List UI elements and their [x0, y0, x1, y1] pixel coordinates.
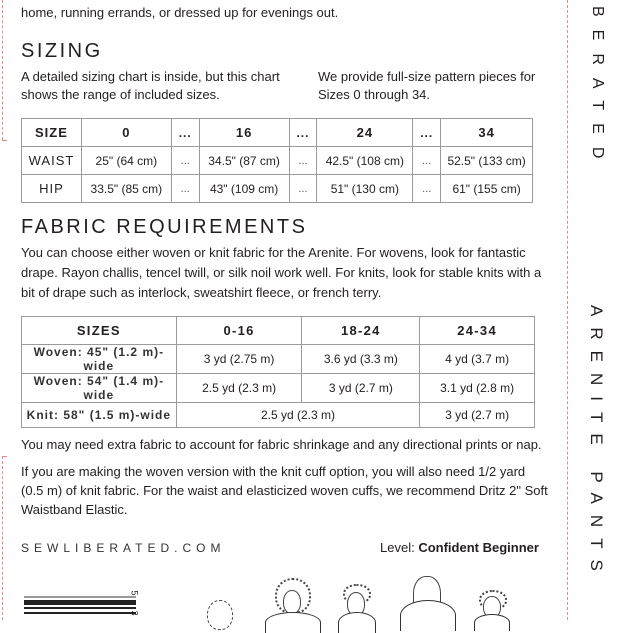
row-label: WAIST: [22, 147, 82, 175]
table-cell: 25" (64 cm): [81, 147, 171, 175]
header-cell: ...: [171, 119, 199, 147]
table-cell: 51" (130 cm): [317, 175, 413, 203]
skill-level: [380, 540, 539, 555]
table-cell: ...: [171, 147, 199, 175]
table-cell: ...: [171, 175, 199, 203]
table-cell: 3 yd (2.7 m): [302, 374, 420, 403]
website-link[interactable]: SEWLIBERATED.COM: [21, 541, 226, 555]
row-label: HIP: [22, 175, 82, 203]
header-cell: SIZE: [22, 119, 82, 147]
table-cell: 3 yd (2.75 m): [176, 345, 302, 374]
table-cell: ...: [413, 147, 441, 175]
row-label: Woven: 45" (1.2 m)-wide: [22, 345, 177, 374]
sizing-range-note: We provide full-size pattern pieces for Sizes 0 through 34.: [318, 69, 536, 102]
fabric-heading: FABRIC REQUIREMENTS: [21, 216, 308, 238]
table-cell: ...: [413, 175, 441, 203]
table-row: [22, 374, 535, 403]
table-cell: ...: [289, 147, 317, 175]
table-cell: 4 yd (3.7 m): [420, 345, 535, 374]
ruler-label: 3: [129, 610, 140, 616]
cut-line-right: [567, 0, 568, 620]
header-cell: 34: [441, 119, 533, 147]
level-value: Confident Beginner: [418, 540, 539, 555]
ruler-label: 5: [129, 590, 140, 596]
table-cell: 3.6 yd (3.3 m): [302, 345, 420, 374]
header-cell: 16: [199, 119, 289, 147]
header-cell: SIZES: [22, 317, 177, 345]
header-cell: 18-24: [302, 317, 420, 345]
table-cell: 61" (155 cm): [441, 175, 533, 203]
table-cell: ...: [289, 175, 317, 203]
row-label: Woven: 54" (1.4 m)-wide: [22, 374, 177, 403]
table-row: [22, 403, 535, 428]
table-cell: 3 yd (2.7 m): [420, 403, 535, 428]
fabric-description: You can choose either woven or knit fabric for the Arenite. For wovens, look for fantastic drape. Rayon challis, tencel twill, or silk noil work well. For knits, look for stable knits with a bit of drape such as interlock, sweatshirt fleece, or french terry.: [21, 245, 542, 300]
header-cell: 24-34: [420, 317, 535, 345]
sizing-description: A detailed sizing chart is inside, but this chart shows the range of included sizes.: [21, 69, 280, 102]
header-cell: ...: [289, 119, 317, 147]
spine-product-title: ARENITE PANTS: [587, 304, 606, 582]
table-cell: 2.5 yd (2.3 m): [176, 374, 302, 403]
table-row: [22, 345, 535, 374]
cut-line-hook-top: [2, 140, 7, 141]
table-row: [22, 175, 533, 203]
intro-text: home, running errands, or dressed up for evenings out.: [21, 5, 339, 20]
spine-brand-text: BERATED: [589, 6, 606, 172]
row-label: Knit: 58" (1.5 m)-wide: [22, 403, 177, 428]
table-cell: 3.1 yd (2.8 m): [420, 374, 535, 403]
level-label: Level:: [380, 540, 415, 555]
header-cell: 0: [81, 119, 171, 147]
table-header-row: [22, 317, 535, 345]
header-cell: 24: [317, 119, 413, 147]
knit-cuff-note: If you are making the woven version with the knit cuff option, you will also need 1/2 yard (0.5 m) of knit fabric. For the waist and elasticized woven cuffs, we recommend Dritz 2" Soft Waistband Elastic.: [21, 464, 548, 517]
table-cell: 33.5" (85 cm): [81, 175, 171, 203]
table-cell: 52.5" (133 cm): [441, 147, 533, 175]
table-header-row: [22, 119, 533, 147]
extra-fabric-note: You may need extra fabric to account for fabric shrinkage and any directional prints or nap.: [21, 437, 542, 452]
fabric-requirements-table: [21, 316, 535, 428]
table-cell: 43" (109 cm): [199, 175, 289, 203]
header-cell: ...: [413, 119, 441, 147]
sizing-heading: SIZING: [21, 40, 103, 62]
cut-line-left-bottom: [2, 456, 3, 620]
table-cell: 34.5" (87 cm): [199, 147, 289, 175]
table-row: [22, 147, 533, 175]
header-cell: 0-16: [176, 317, 302, 345]
barcode-ruler-icon: [24, 596, 136, 616]
table-cell-merged: 2.5 yd (2.3 m): [176, 403, 419, 428]
cut-line-left-top: [2, 0, 3, 140]
table-cell: 42.5" (108 cm): [317, 147, 413, 175]
size-chart-table: [21, 118, 533, 203]
